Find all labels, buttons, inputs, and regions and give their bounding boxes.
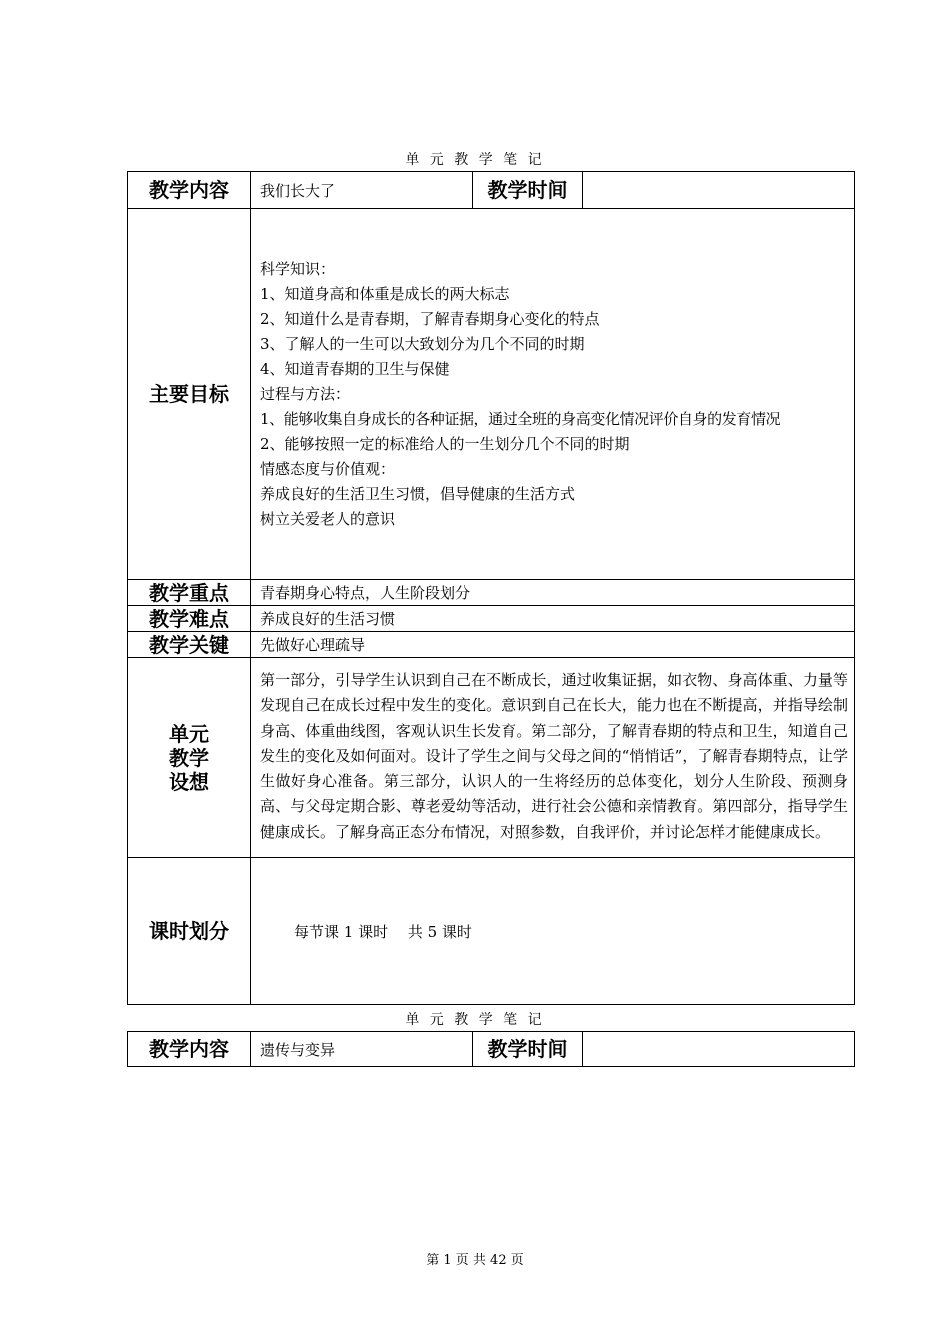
- goal-line: 4、知道青春期的卫生与保健: [260, 359, 450, 378]
- goals-label: 主要目标: [128, 209, 251, 580]
- goal-line: 养成良好的生活卫生习惯，倡导健康的生活方式: [260, 484, 576, 503]
- hours-value: 每节课 1 课时 共 5 课时: [251, 858, 855, 1005]
- goal-line: 科学知识：: [260, 259, 336, 278]
- goals-content: [251, 209, 855, 580]
- goal-line: 1、能够收集自身成长的各种证据，通过全班的身高变化情况评价自身的发育情况: [260, 409, 781, 428]
- focus-label: 教学重点: [128, 580, 251, 606]
- goal-line: 2、知道什么是青春期，了解青春期身心变化的特点: [260, 309, 600, 328]
- goal-line: 情感态度与价值观：: [260, 459, 396, 478]
- content-label: 教学内容: [128, 172, 251, 209]
- goal-line: 3、了解人的一生可以大致划分为几个不同的时期: [260, 334, 585, 353]
- idea-text: 第一部分，引导学生认识到自己在不断成长，通过收集证据，如衣物、身高体重、力量等发现自己在成长过程中发生的变化。意识到自己在长大，能力也在不断提高，并指导绘制身高、体重曲线图，客观认识生长发育。第二部分，了解青春期的特点和卫生，知道自己发生的变化及如何面对。设计了学生之间与父母之间的“悄悄话”，了解青春期特点，让学生做好身心准备。第三部分，认识人的一生将经历的总体变化，划分人生阶段、预测身高、与父母定期合影、尊老爱幼等活动，进行社会公德和亲情教育。第四部分，指导学生健康成长。了解身高正态分布情况，对照参数，自我评价，并讨论怎样才能健康成长。: [251, 658, 855, 858]
- unit-table-1: [127, 171, 855, 1005]
- unit-caption-2: 单 元 教 学 笔 记: [405, 1012, 545, 1028]
- goal-line: 过程与方法：: [260, 384, 351, 403]
- time-value: [583, 172, 855, 209]
- key-value: 先做好心理疏导: [251, 632, 855, 658]
- idea-label: [128, 658, 251, 858]
- goal-line: 树立关爱老人的意识: [260, 509, 396, 528]
- unit-caption-1: 单 元 教 学 笔 记: [405, 152, 545, 168]
- page-footer: 第 1 页 共 42 页: [426, 1253, 524, 1268]
- idea-label-line: 设想: [169, 769, 209, 794]
- difficulty-label: 教学难点: [128, 606, 251, 632]
- time-value: [583, 1032, 855, 1067]
- time-label: 教学时间: [473, 172, 583, 209]
- difficulty-value: 养成良好的生活习惯: [251, 606, 855, 632]
- idea-label-line: 单元: [169, 721, 209, 746]
- hours-label: 课时划分: [128, 858, 251, 1005]
- content-value: 我们长大了: [251, 172, 473, 209]
- goal-line: 2、能够按照一定的标准给人的一生划分几个不同的时期: [260, 434, 630, 453]
- time-label: 教学时间: [473, 1032, 583, 1067]
- key-label: 教学关键: [128, 632, 251, 658]
- content-value: 遗传与变异: [251, 1032, 473, 1067]
- focus-value: 青春期身心特点，人生阶段划分: [251, 580, 855, 606]
- unit-table-2: [127, 1031, 855, 1067]
- idea-label-line: 教学: [169, 745, 209, 770]
- content-label: 教学内容: [128, 1032, 251, 1067]
- goal-line: 1、知道身高和体重是成长的两大标志: [260, 284, 510, 303]
